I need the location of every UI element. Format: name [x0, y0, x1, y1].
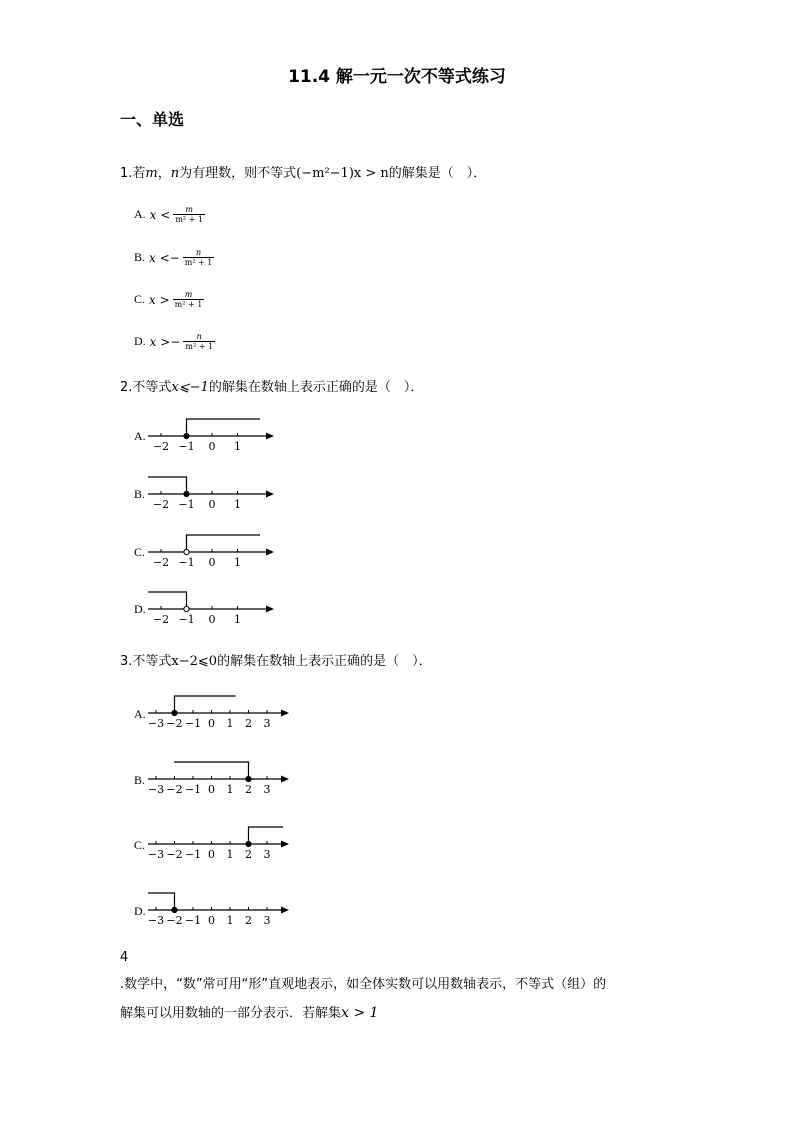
question-3	[120, 650, 432, 669]
option-label: B.	[134, 773, 146, 787]
option-label: C.	[134, 838, 146, 852]
inequality-expression: x−2⩽0	[171, 654, 218, 669]
option-label: D.	[134, 904, 146, 918]
closed-point	[172, 710, 177, 715]
inequality-expression: x > 1	[341, 1005, 379, 1021]
question-text: 的解集在数轴上表示正确的是（ ）．	[208, 380, 424, 395]
section-heading: 一、单选	[120, 110, 185, 129]
tick-label: 0	[208, 717, 215, 730]
number-line	[146, 413, 276, 457]
tick-label: 1	[226, 717, 234, 730]
option-label: A.	[134, 207, 146, 221]
tick-label: −1	[178, 498, 195, 511]
tick-label: 0	[208, 498, 216, 511]
question-number: 3	[120, 654, 129, 669]
tick-label: 1	[226, 848, 234, 861]
axis-arrow-icon	[281, 776, 289, 783]
tick-label: 3	[263, 717, 271, 730]
question-2	[120, 376, 423, 395]
tick-label: −2	[152, 440, 170, 453]
option-label: B.	[134, 250, 146, 264]
tick-label: 1	[234, 613, 241, 626]
axis-arrow-icon	[281, 907, 289, 914]
tick-label: 3	[263, 848, 271, 861]
axis-arrow-icon	[281, 710, 289, 717]
tick-label: 0	[208, 556, 216, 569]
tick-label: −2	[152, 613, 170, 626]
axis-arrow-icon	[266, 433, 274, 440]
closed-point	[184, 433, 189, 438]
tick-label: −1	[178, 613, 195, 626]
tick-label: 2	[245, 717, 252, 730]
question-text: 的解集在数轴上表示正确的是（ ）．	[217, 654, 432, 669]
number-line	[146, 529, 276, 573]
tick-label: 1	[234, 440, 241, 453]
inequality-expression: (−m²−1)x > n	[296, 166, 389, 181]
fraction-denominator: m² + 1	[175, 215, 203, 224]
closed-point	[246, 776, 251, 781]
number-line	[146, 887, 291, 931]
tick-label: 3	[263, 783, 271, 796]
question-text: .不等式	[128, 380, 172, 395]
tick-label: −1	[184, 848, 202, 861]
question-number: 2	[120, 380, 129, 395]
tick-label: 1	[234, 498, 241, 511]
number-line	[146, 471, 276, 515]
solution-bracket	[187, 419, 261, 436]
solution-bracket	[187, 535, 261, 552]
inequality-expression: x⩽−1	[171, 380, 209, 395]
question-4-line-2	[120, 1000, 378, 1027]
option-label: D.	[134, 602, 146, 616]
fraction	[173, 290, 205, 309]
variable-m: m	[145, 166, 158, 181]
option-lhs: x <	[149, 207, 171, 222]
option-a[interactable]	[134, 205, 205, 224]
axis-arrow-icon	[266, 606, 274, 613]
number-line	[146, 690, 291, 734]
fraction-numerator: m	[185, 205, 193, 214]
option-label: C.	[134, 545, 146, 559]
option-label: C.	[134, 292, 146, 306]
closed-point	[184, 491, 189, 496]
fraction-numerator: m	[184, 290, 193, 299]
tick-label: −2	[152, 556, 170, 569]
separator: ，	[157, 166, 171, 181]
option-b[interactable]	[134, 248, 214, 267]
tick-label: 0	[208, 848, 215, 861]
question-text: 解集可以用数轴的一部分表示．若解集	[120, 1006, 342, 1021]
closed-point	[246, 841, 251, 846]
fraction	[183, 332, 215, 351]
question-text: .若	[128, 166, 146, 181]
fraction-denominator: m² + 1	[184, 258, 213, 267]
question-text: .不等式	[128, 654, 172, 669]
tick-label: 2	[245, 848, 252, 861]
tick-label: 2	[245, 783, 252, 796]
variable-n: n	[170, 166, 180, 181]
closed-point	[172, 907, 177, 912]
question-text: 的解集是（ ）．	[388, 166, 487, 181]
tick-label: 0	[208, 613, 216, 626]
tick-label: −1	[184, 717, 202, 730]
option-sign: −	[170, 334, 181, 349]
tick-label: −3	[147, 848, 165, 861]
number-line	[146, 821, 291, 865]
open-point	[184, 549, 189, 554]
number-line	[146, 586, 276, 630]
tick-label: 0	[208, 914, 215, 927]
option-label: A.	[134, 707, 146, 721]
solution-bracket	[148, 893, 175, 910]
open-point	[184, 606, 189, 611]
option-d[interactable]	[134, 332, 215, 351]
tick-label: −2	[166, 914, 183, 927]
axis-arrow-icon	[266, 491, 274, 498]
page-title: 11.4 解一元一次不等式练习	[288, 67, 506, 87]
tick-label: 0	[208, 783, 215, 796]
question-1	[120, 162, 486, 181]
question-number: 4	[120, 950, 129, 965]
option-c[interactable]	[134, 290, 204, 309]
solution-bracket	[175, 696, 236, 713]
solution-bracket	[249, 827, 284, 844]
tick-label: 0	[208, 440, 216, 453]
fraction-numerator: n	[195, 248, 202, 257]
tick-label: −2	[166, 848, 183, 861]
solution-bracket	[148, 477, 187, 494]
solution-bracket	[148, 592, 187, 609]
option-lhs: x <	[149, 250, 170, 265]
tick-label: 3	[263, 914, 271, 927]
tick-label: −2	[166, 717, 183, 730]
tick-label: 1	[226, 914, 234, 927]
tick-label: −3	[147, 717, 165, 730]
fraction-denominator: m² + 1	[174, 300, 203, 309]
option-label: D.	[134, 334, 146, 348]
option-label: A.	[134, 429, 146, 443]
tick-label: −1	[178, 440, 195, 453]
axis-arrow-icon	[266, 549, 274, 556]
fraction-numerator: n	[196, 332, 202, 341]
fraction-denominator: m² + 1	[185, 342, 214, 351]
option-sign: −	[169, 250, 180, 265]
tick-label: −2	[152, 498, 170, 511]
question-text: 为有理数，则不等式	[179, 166, 297, 181]
question-4-line-1: .数学中，“数”常可用“形”直观地表示，如全体实数可以用数轴表示，不等式（组）的	[120, 977, 607, 992]
tick-label: −1	[184, 783, 202, 796]
tick-label: 2	[245, 914, 252, 927]
tick-label: −1	[184, 914, 202, 927]
fraction	[183, 248, 215, 267]
tick-label: −3	[147, 914, 165, 927]
tick-label: −2	[166, 783, 183, 796]
option-lhs: x >	[149, 292, 170, 307]
tick-label: 1	[234, 556, 241, 569]
tick-label: −1	[178, 556, 195, 569]
tick-label: −3	[147, 783, 165, 796]
tick-label: 1	[226, 783, 234, 796]
option-label: B.	[134, 487, 146, 501]
number-line	[146, 756, 291, 800]
axis-arrow-icon	[281, 841, 289, 848]
question-number: 1	[120, 166, 129, 181]
option-lhs: x >	[149, 334, 171, 349]
fraction	[173, 205, 205, 224]
